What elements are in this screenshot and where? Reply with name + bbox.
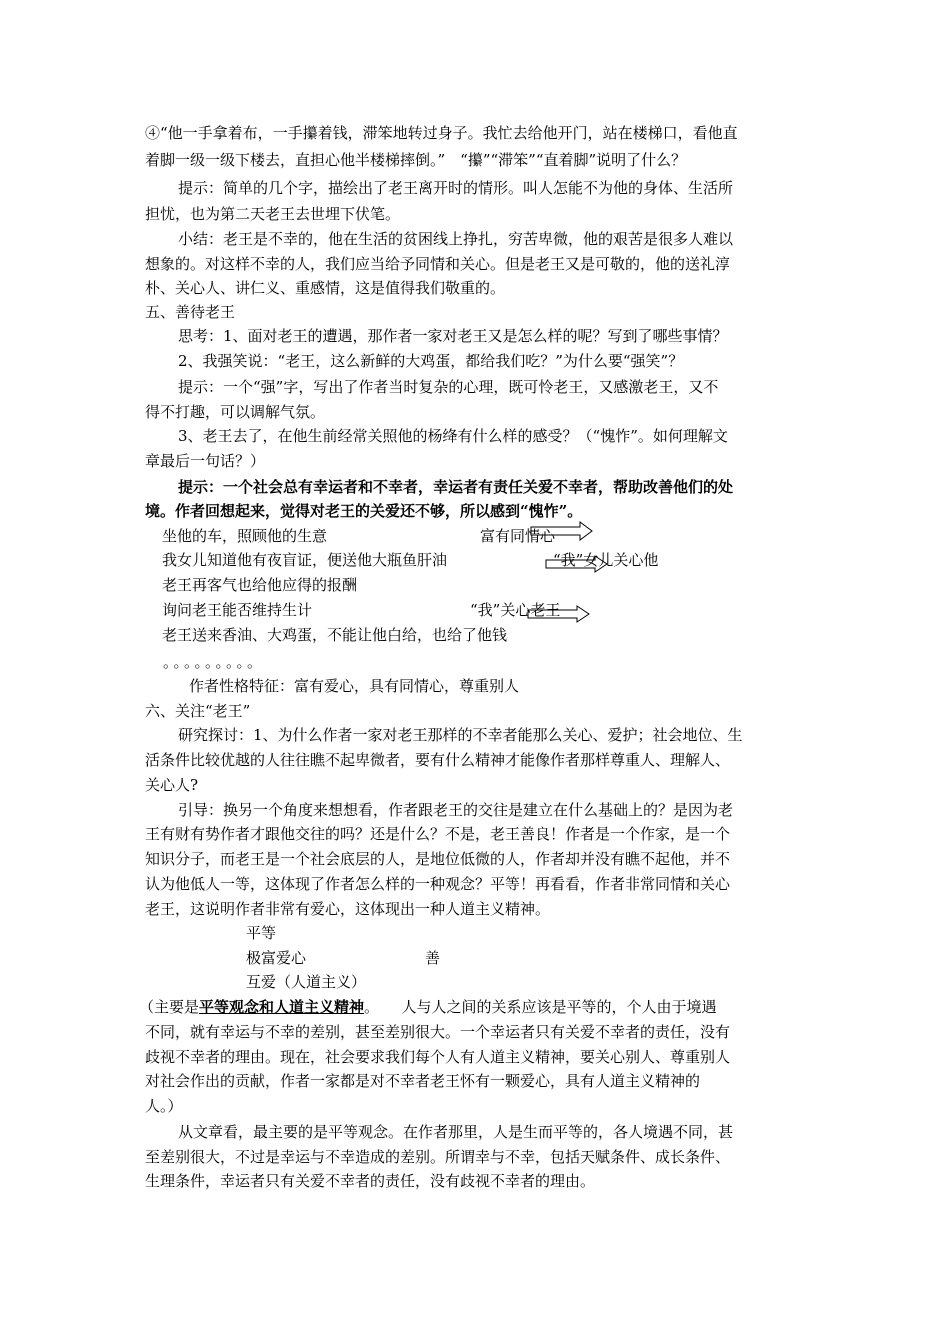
text-line: 章最后一句话？） [145, 452, 266, 470]
text-line: 2、我强笑说：“老王，这么新鲜的大鸡蛋，都给我们吃？”为什么要“强笑”？ [178, 352, 684, 370]
text-line: 得不打趣，可以调解气氛。 [145, 403, 326, 421]
trait-label: “我”女儿关心他 [553, 551, 659, 569]
text-line: 生理条件，幸运者只有关爱不幸者的责任，没有歧视不幸者的理由。 [145, 1172, 596, 1190]
arrow-icon [527, 605, 591, 623]
text-line: 朴、关心人、讲仁义、重感情，这是值得我们敬重的。 [145, 279, 506, 297]
diagram-result: 善 [425, 949, 441, 967]
text-line: 研究探讨：1、为什么作者一家对老王那样的不幸者能那么关心、爱护；社会地位、生 [178, 726, 743, 744]
hint-bold-line: 提示：一个社会总有幸运者和不幸者，幸运者有责任关爱不幸者，帮助改善他们的处 [178, 478, 734, 496]
text-line: ④“他一手拿着布，一手攥着钱，滞笨地转过身子。我忙去给他开门，站在楼梯口，看他直 [145, 124, 738, 142]
trait-label: “我”关心老王 [470, 601, 561, 619]
trait-label: 富有同情心 [480, 527, 556, 545]
text-line: 至差别很大，不过是幸运与不幸造成的差别。所谓幸与不幸，包括天赋条件、成长条件、 [145, 1148, 731, 1166]
event-item: 询问老王能否维持生计 [162, 601, 313, 619]
event-item: 我女儿知道他有夜盲证，便送他大瓶鱼肝油 [162, 551, 448, 569]
text-line: 不同，就有幸运与不幸的差别，甚至差别很大。一个幸运者只有关爱不幸者的责任，没有 [145, 1023, 731, 1041]
diagram-item: 平等 [246, 924, 277, 942]
text-span: （主要是 [139, 998, 200, 1016]
text-line: 思考：1、面对老王的遭遇，那作者一家对老王又是怎么样的呢？写到了哪些事情？ [178, 327, 728, 345]
text-line: 想象的。对这样不幸的人，我们应当给予同情和关心。但是老王又是可敬的，他的送礼淳 [145, 255, 731, 273]
section-heading: 六、关注“老王” [145, 702, 251, 720]
section-heading: 五、善待老王 [145, 303, 236, 321]
arrow-icon [530, 521, 594, 541]
text-line: 从文章看，最主要的是平等观念。在作者那里，人是生而平等的，各人境遇不同，甚 [178, 1123, 734, 1141]
key-phrase: 平等观念和人道主义精神 [199, 998, 365, 1016]
text-line: 着脚一级一级下楼去，直担心他半楼梯摔倒。” “攥”“滞笨”“直着脚”说明了什么？ [145, 151, 687, 169]
text-line: 提示：简单的几个字，描绘出了老王离开时的情形。叫人怎能不为他的身体、生活所 [178, 179, 734, 197]
text-line: 关心人? [145, 776, 199, 794]
text-line: 人。） [145, 1097, 183, 1115]
ellipsis-marks: 。。。。。。。。。 [163, 653, 266, 671]
text-line: 歧视不幸者的理由。现在，社会要求我们每个人有人道主义精神，要关心别人、尊重别人 [145, 1048, 731, 1066]
text-line: 王有财有势作者才跟他交往的吗？还是什么？不是，老王善良！作者是一个作家，是一个 [145, 825, 731, 843]
event-item: 老王送来香油、大鸡蛋，不能让他白给，也给了他钱 [162, 626, 508, 644]
text-line: 作者性格特征：富有爱心，具有同情心，尊重别人 [189, 677, 520, 695]
text-line: 老王，这说明作者非常有爱心，这体现出一种人道主义精神。 [145, 900, 551, 918]
diagram-item: 互爱（人道主义） [246, 973, 367, 991]
text-span: 。 人与人之间的关系应该是平等的，个人由于境遇 [364, 998, 717, 1016]
arrow-icon [545, 555, 609, 573]
text-line: 提示：一个“强”字，写出了作者当时复杂的心理，既可怜老王，又感激老王，又不 [178, 378, 719, 396]
diagram-item: 极富爱心 [246, 949, 307, 967]
text-line: 3、老王去了，在他生前经常关照他的杨绛有什么样的感受？（“愧怍”。如何理解文 [178, 427, 728, 445]
text-line [139, 997, 717, 1017]
text-line: 对社会作出的贡献，作者一家都是对不幸者老王怀有一颗爱心，具有人道主义精神的 [145, 1072, 701, 1090]
text-line: 活条件比较优越的人往往瞧不起卑微者，要有什么精神才能像作者那样尊重人、理解人、 [145, 751, 731, 769]
event-item: 坐他的车，照顾他的生意 [162, 527, 328, 545]
text-line: 担忧，也为第二天老王去世埋下伏笔。 [145, 205, 401, 223]
event-item: 老王再客气也给他应得的报酬 [162, 576, 358, 594]
text-line: 知识分子，而老王是一个社会底层的人，是地位低微的人，作者却并没有瞧不起他，并不 [145, 850, 731, 868]
hint-bold-line: 境。作者回想起来，觉得对老王的关爱还不够，所以感到“愧怍”。 [145, 502, 583, 520]
text-line: 认为他低人一等，这体现了作者怎么样的一种观念？平等！再看看，作者非常同情和关心 [145, 875, 731, 893]
text-line: 引导：换另一个角度来想想看，作者跟老王的交往是建立在什么基础上的？是因为老 [178, 801, 734, 819]
text-line: 小结：老王是不幸的，他在生活的贫困线上挣扎，穷苦卑微，他的艰苦是很多人难以 [178, 230, 734, 248]
